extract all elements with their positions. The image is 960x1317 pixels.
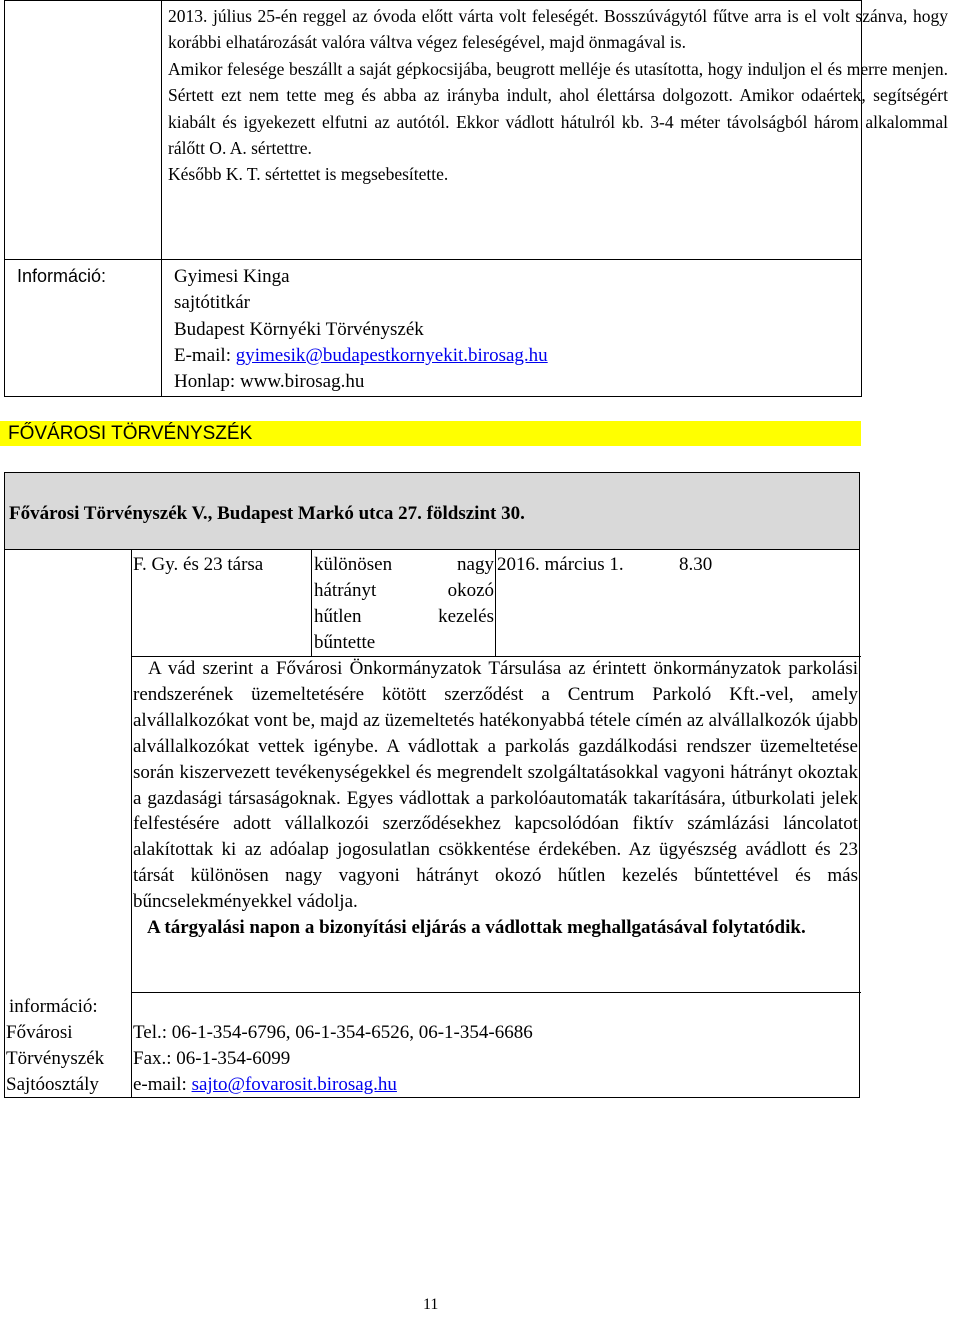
press-phone: Tel.: 06-1-354-6796, 06-1-354-6526, 06-1-354-6686 [133, 1022, 533, 1043]
table-divider [161, 1, 162, 396]
table-divider [5, 259, 861, 260]
table-divider [131, 550, 132, 1098]
summary-bold-text: A tárgyalási napon a bizonyítási eljárás a vádlottak meghallgatásával folytatódik. [147, 917, 806, 939]
contact-name: Gyimesi Kinga [174, 266, 290, 287]
story-paragraph: 2013. július 25-én reggel az óvoda előtt várta volt feleségét. Bosszúvágytól fűtve arra is el volt szánva, hogy korábbi elhatározását valóra váltva végez feleségével, majd önmagával is. [168, 6, 948, 53]
press-office-line: Sajtóosztály [6, 1074, 99, 1095]
case-type-line: bűntette [314, 632, 376, 653]
press-office-line: Törvényszék [6, 1048, 105, 1069]
hearing-case-type [314, 552, 494, 656]
press-email-link[interactable]: sajto@fovarosit.birosag.hu [191, 1074, 397, 1095]
email-link[interactable]: gyimesik@budapestkornyekit.birosag.hu [235, 344, 548, 366]
contact-role: sajtótitkár [174, 292, 250, 314]
table-divider [311, 550, 312, 657]
contact-website: Honlap: www.birosag.hu [174, 371, 365, 393]
email-label: E-mail: [174, 344, 236, 366]
story-paragraph: Amikor felesége beszállt a saját gépkocsijába, beugrott melléje és utasította, hogy induljon el és merre menjen. Sértett ezt nem tette meg és abba az irányba indult, ahol élettársa dolgozott. Amikor odaértek, segítségért kiabált és igyekezett elfutni az autótól. Ekkor vádlott hátulról kb. 3-4 méter távolságból három alkalommal rálőtt O. A. sértettre. [168, 58, 948, 159]
press-email-row [133, 1072, 533, 1098]
story-paragraph: Később K. T. sértettet is megsebesítette. [168, 164, 449, 185]
court-address: Fővárosi Törvényszék V., Budapest Markó utca 27. földszint 30. [9, 503, 525, 524]
email-label: e-mail: [133, 1074, 192, 1095]
address-bar [4, 472, 860, 550]
contact-block [174, 264, 548, 395]
contact-email-row [174, 343, 548, 369]
page-number: 11 [423, 1296, 439, 1313]
press-contact [133, 1020, 533, 1098]
court-heading: FŐVÁROSI TÖRVÉNYSZÉK [0, 421, 861, 446]
hearing-summary [133, 656, 858, 941]
case-type-line: különösen nagy [314, 554, 494, 575]
case-type-line: hűtlen kezelés [314, 606, 494, 627]
case-story [168, 3, 948, 188]
press-fax: Fax.: 06-1-354-6099 [133, 1048, 291, 1069]
press-office-line: Fővárosi [6, 1022, 73, 1043]
press-info-label: információ: [9, 996, 98, 1017]
press-office-name [6, 1020, 104, 1098]
case-type-line: hátrányt okozó [314, 580, 494, 601]
table-divider [131, 992, 861, 993]
hearing-parties: F. Gy. és 23 társa [133, 554, 264, 575]
contact-court: Budapest Környéki Törvényszék [174, 318, 424, 340]
table-divider [495, 550, 496, 657]
info-label: Információ: [17, 266, 107, 286]
hearing-date: 2016. március 1. [497, 554, 624, 575]
summary-text: A vád szerint a Fővárosi Önkormányzatok Társulása az érintett önkormányzatok parkolási rendszerének üzemeltetésére kötött szerződést a Centrum Parkoló Kft.-vel, amely alvállalkozókat vont be, majd az üzemeltetés hatékonyabbá tétele címén az alvállalkozók újabb alvállalkozókat vettek igénybe. A vádlottak a parkolás gazdálkodási rendszer üzemeltetése során kiszervezett tevékenységekkel és megrendelt szolgáltatásokkal vagyoni hátrányt okoztak a gazdasági társaságoknak. Egyes vádlottak a parkolóautomaták takarítására, útburkolati jelek felfestésére adott vállalkozói szerződésekhez kapcsolódóan fiktív számlázási láncolatot alakítottak ki az adóalap jogosulatlan csökkentése érdekében. Az ügyészség avádlott és 23 társát különösen nagy vagyoni hátrányt okozó hűtlen kezelés bűntettével és más bűncselekményekkel vádolja. [133, 658, 858, 913]
hearing-time: 8.30 [679, 554, 713, 575]
